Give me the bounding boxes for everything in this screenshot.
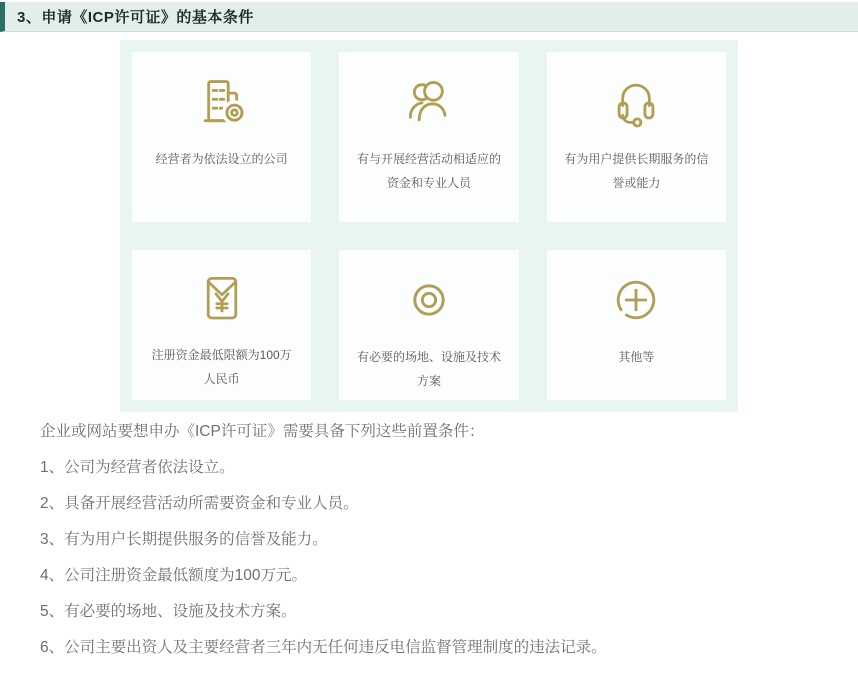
condition-card-service <box>547 52 726 222</box>
condition-card-label: 有与开展经营活动相适应的资金和专业人员 <box>356 152 501 190</box>
gear-icon <box>397 268 461 332</box>
condition-item-6: 6、公司主要出资人及主要经营者三年内无任何违反电信监督管理制度的违法记录。 <box>40 639 607 656</box>
condition-item-3: 3、有为用户长期提供服务的信誉及能力。 <box>40 531 328 548</box>
condition-item-2: 2、具备开展经营活动所需要资金和专业人员。 <box>40 495 359 512</box>
section-header <box>0 2 858 32</box>
condition-card-label: 注册资金最低限额为100万人民币 <box>151 348 292 386</box>
envelope-yuan-icon <box>191 268 253 330</box>
condition-card-funds-staff <box>339 52 518 222</box>
condition-card-others <box>547 250 726 400</box>
building-gear-icon <box>189 70 255 134</box>
condition-item-5: 5、有必要的场地、设施及技术方案。 <box>40 603 297 620</box>
condition-card-label: 其他等 <box>618 350 655 364</box>
condition-card-label: 经营者为依法设立的公司 <box>155 152 288 166</box>
condition-card-capital <box>132 250 311 400</box>
plus-circle-icon <box>604 268 668 332</box>
condition-item-1: 1、公司为经营者依法设立。 <box>40 459 235 476</box>
condition-card-label: 有为用户提供长期服务的信誉或能力 <box>564 152 709 190</box>
condition-card-label: 有必要的场地、设施及技术方案 <box>356 350 501 388</box>
condition-card-company <box>132 52 311 222</box>
condition-card-facilities <box>339 250 518 400</box>
conditions-intro: 企业或网站要想申办《ICP许可证》需要具备下列这些前置条件： <box>40 423 485 440</box>
headset-icon <box>603 70 669 134</box>
conditions-text-block <box>40 421 830 673</box>
condition-item-4: 4、公司注册资金最低额度为100万元。 <box>40 567 307 584</box>
section-title: 3、申请《ICP许可证》的基本条件 <box>17 9 254 26</box>
people-icon <box>396 70 462 134</box>
conditions-grid <box>120 40 738 412</box>
